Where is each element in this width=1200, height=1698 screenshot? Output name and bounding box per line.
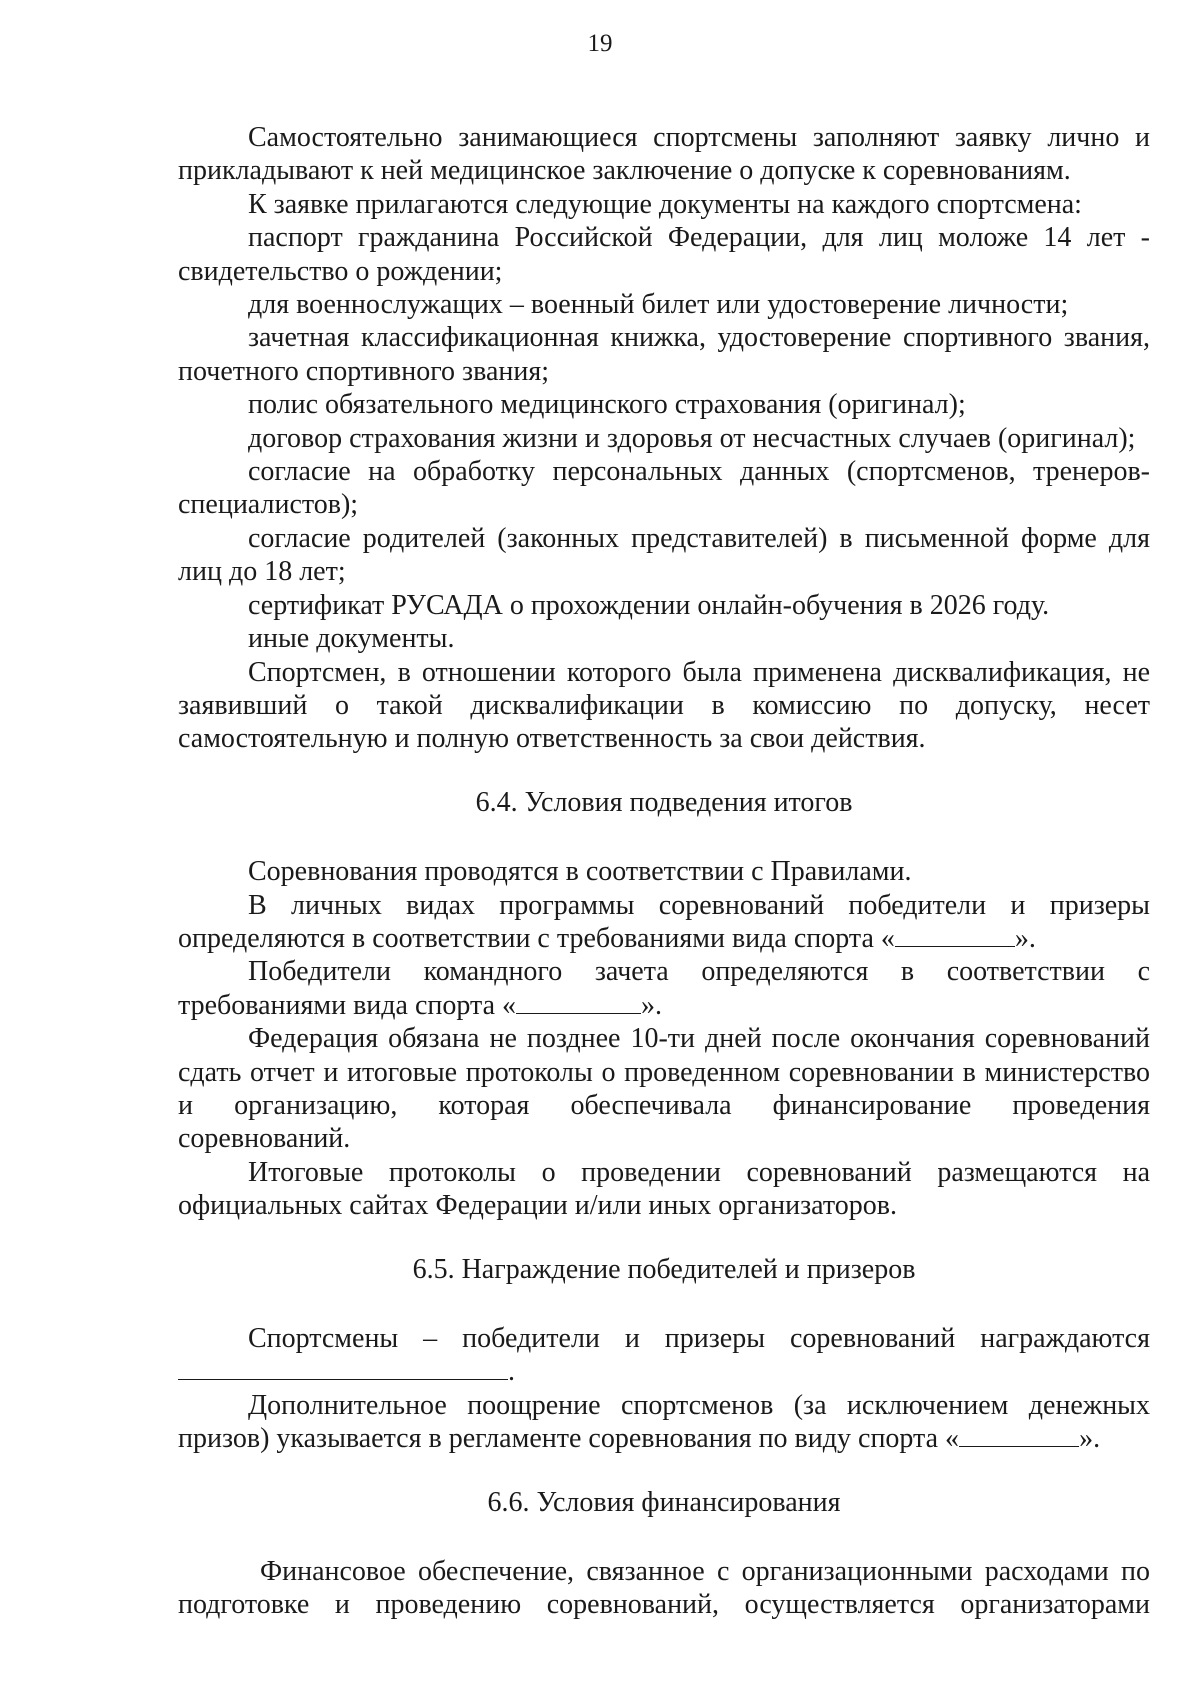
text-segment: . xyxy=(508,1356,515,1388)
text-segment: ». xyxy=(1079,1423,1101,1455)
text-segment: Дополнительное поощрение спортсменов (за исключением денежных призов) указывается в регламенте соревнования по виду спорта « xyxy=(178,1389,1150,1455)
list-item: согласие на обработку персональных данных (спортсменов, тренеров-специалистов); xyxy=(178,456,1150,521)
list-item: договор страхования жизни и здоровья от несчастных случаев (оригинал); xyxy=(248,422,1136,454)
list-item: согласие родителей (законных представителей) в письменной форме для лиц до 18 лет; xyxy=(178,522,1150,588)
blank-line xyxy=(895,922,1015,947)
section-heading-6-6: 6.6. Условия финансирования xyxy=(487,1486,841,1518)
paragraph: Спортсмен, в отношении которого была применена дисквалификация, не заявивший о такой дисквалификации в комиссию по допуску, несет самостоятельную и полную ответственность за свои действия. xyxy=(178,656,1150,755)
list-item: паспорт гражданина Российской Федерации, для лиц моложе 14 лет - свидетельство о рождении; xyxy=(178,222,1150,287)
paragraph: Финансовое обеспечение, связанное с организационными расходами по подготовке и проведению соревнований, осуществляется организаторами xyxy=(178,1556,1150,1621)
paragraph: Итоговые протоколы о проведении соревнований размещаются на официальных сайтах Федерации и/или иных организаторов. xyxy=(178,1156,1150,1222)
list-item: иные документы. xyxy=(248,623,455,655)
section-heading-6-4: 6.4. Условия подведения итогов xyxy=(475,786,853,818)
list-item: для военнослужащих – военный билет или удостоверение личности; xyxy=(248,289,1069,321)
paragraph xyxy=(178,889,1150,956)
blank-line xyxy=(178,1355,508,1380)
blank-line xyxy=(516,989,641,1014)
list-item: сертификат РУСАДА о прохождении онлайн-обучения в 2026 году. xyxy=(248,589,1050,621)
blank-line xyxy=(959,1422,1079,1447)
paragraph: Самостоятельно занимающиеся спортсмены заполняют заявку лично и прикладывают к ней медицинское заключение о допуске к соревнованиям. xyxy=(178,122,1150,187)
text-segment: В личных видах программы соревнований победители и призеры определяются в соответствии с требованиями вида спорта « xyxy=(178,889,1150,954)
document-body xyxy=(178,121,1150,1622)
paragraph xyxy=(178,955,1150,1022)
paragraph xyxy=(178,1389,1150,1456)
text-segment: ». xyxy=(1014,922,1036,954)
paragraph xyxy=(178,1355,1150,1388)
paragraph: Соревнования проводятся в соответствии с Правилами. xyxy=(248,856,912,888)
paragraph: Спортсмены – победители и призеры соревнований награждаются xyxy=(248,1323,1150,1354)
paragraph: Федерация обязана не позднее 10-ти дней после окончания соревнований сдать отчет и итоговые протоколы о проведенном соревновании в министерство и организацию, которая обеспечивала финансирование проведения соревнований. xyxy=(178,1023,1150,1155)
list-item: зачетная классификационная книжка, удостоверение спортивного звания, почетного спортивного звания; xyxy=(178,322,1150,387)
list-item: полис обязательного медицинского страхования (оригинал); xyxy=(248,389,966,421)
section-heading-6-5: 6.5. Награждение победителей и призеров xyxy=(412,1253,916,1285)
text-segment: Победители командного зачета определяются в соответствии с требованиями вида спорта « xyxy=(178,956,1150,1021)
text-segment: ». xyxy=(641,989,663,1021)
paragraph: К заявке прилагаются следующие документы на каждого спортсмена: xyxy=(248,188,1082,220)
page-number: 19 xyxy=(587,30,613,57)
